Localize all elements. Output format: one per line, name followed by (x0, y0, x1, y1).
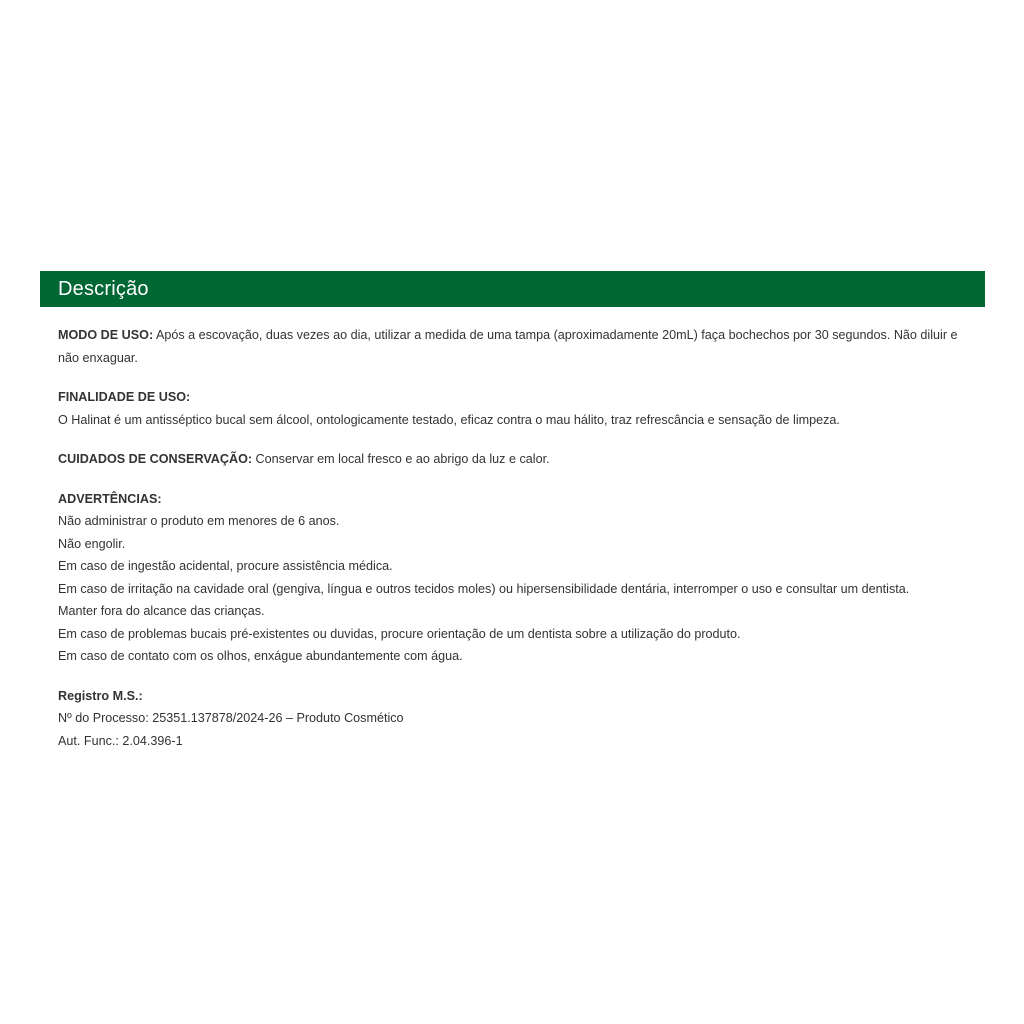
modo-de-uso-label: MODO DE USO: (58, 328, 154, 342)
section-registro (58, 685, 978, 753)
advertencia-line: Em caso de problemas bucais pré-existentes ou duvidas, procure orientação de um dentista sobre a utilização do produto. (58, 626, 741, 641)
finalidade-text: O Halinat é um antisséptico bucal sem álcool, ontologicamente testado, eficaz contra o mau hálito, traz refrescância e sensação de limpeza. (58, 412, 840, 427)
advertencias-label: ADVERTÊNCIAS: (58, 491, 162, 506)
finalidade-label: FINALIDADE DE USO: (58, 390, 191, 404)
modo-de-uso-paragraph (58, 324, 978, 369)
advertencia-line: Não administrar o produto em menores de 6 anos. (58, 514, 340, 528)
cuidados-paragraph (58, 448, 978, 471)
registro-label: Registro M.S.: (58, 688, 143, 703)
advertencia-line: Em caso de irritação na cavidade oral (gengiva, língua e outros tecidos moles) ou hipersensibilidade dentária, interromper o uso e consultar um dentista. (58, 581, 910, 596)
description-header (40, 271, 985, 307)
section-advertencias (58, 488, 978, 668)
cuidados-label: CUIDADOS DE CONSERVAÇÃO: (58, 452, 253, 466)
advertencia-line: Em caso de ingestão acidental, procure assistência médica. (58, 559, 393, 573)
description-title: Descrição (58, 277, 149, 300)
advertencia-line: Em caso de contato com os olhos, enxágue abundantemente com água. (58, 649, 463, 663)
advertencia-line: Não engolir. (58, 536, 126, 551)
section-finalidade (58, 386, 978, 431)
cuidados-text: Conservar em local fresco e ao abrigo da luz e calor. (252, 452, 550, 466)
advertencia-line: Manter fora do alcance das crianças. (58, 604, 265, 618)
section-cuidados (58, 448, 978, 471)
section-modo-de-uso (58, 324, 978, 369)
modo-de-uso-text: Após a escovação, duas vezes ao dia, utilizar a medida de uma tampa (aproximadamente 20mL) faça bochechos por 30 segundos. Não diluir e não enxaguar. (58, 328, 958, 365)
description-body (58, 324, 978, 769)
registro-processo: Nº do Processo: 25351.137878/2024-26 – Produto Cosmético (58, 711, 404, 725)
registro-aut-func: Aut. Func.: 2.04.396-1 (58, 733, 183, 748)
